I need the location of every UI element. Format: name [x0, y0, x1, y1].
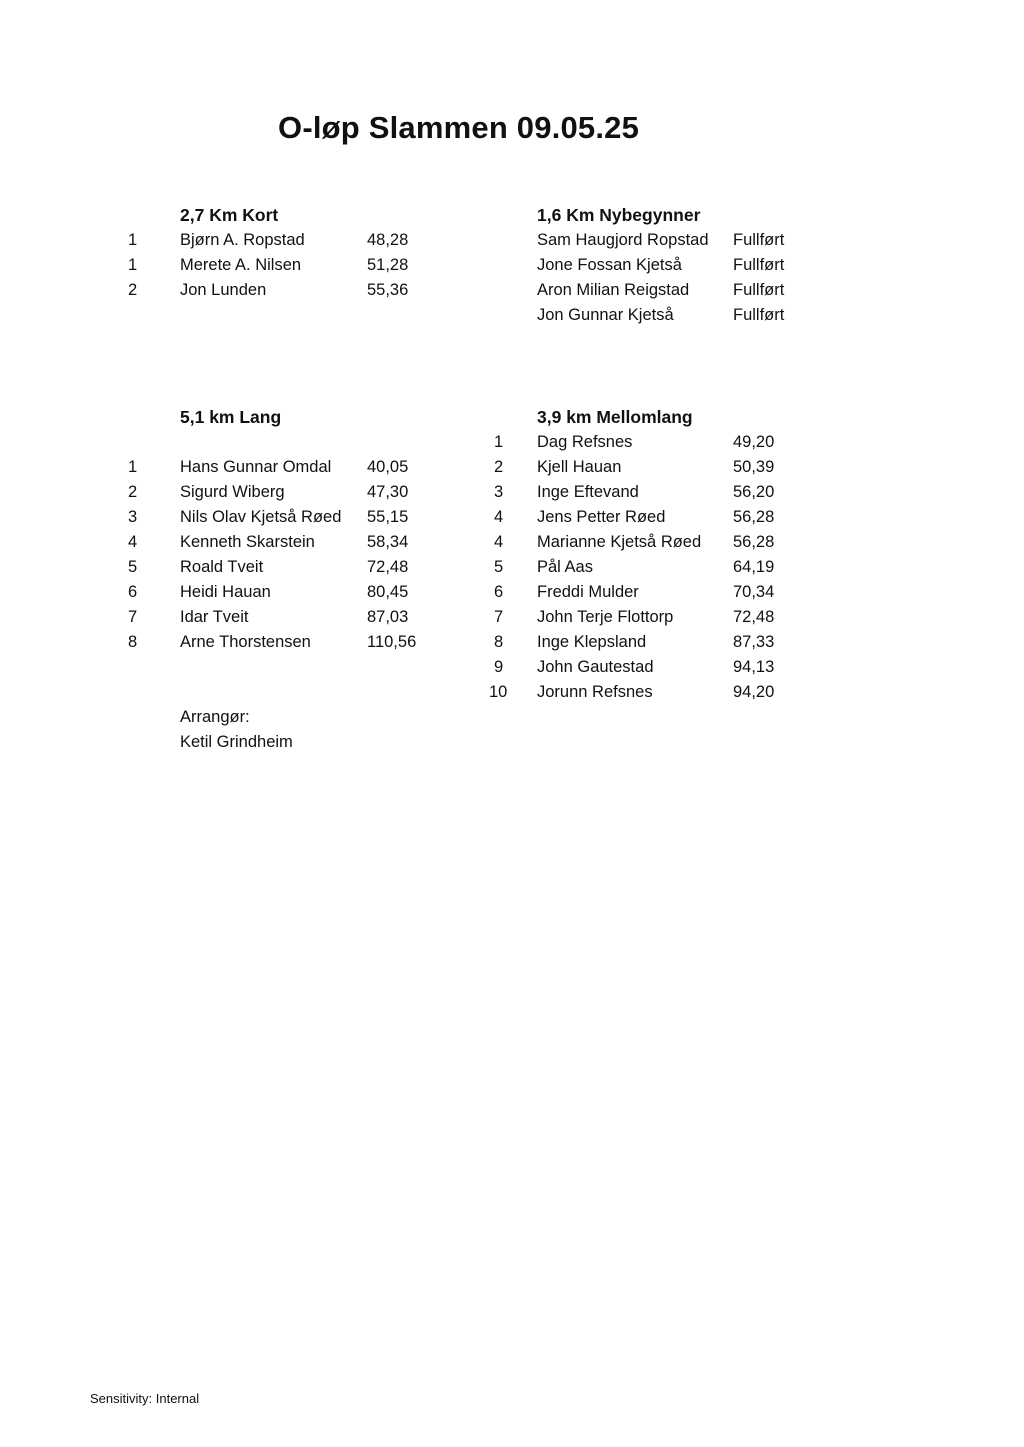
place: 4	[128, 533, 138, 551]
time: 56,20	[733, 483, 775, 501]
time: 56,28	[733, 533, 775, 551]
place: 2	[128, 483, 138, 501]
section-heading-nybegynner: 1,6 Km Nybegynner	[537, 205, 701, 225]
runner-name: Jon Lunden	[180, 281, 267, 299]
section-heading-lang: 5,1 km Lang	[180, 407, 282, 427]
place: 9	[494, 658, 504, 676]
place: 8	[128, 633, 138, 651]
time: 80,45	[367, 583, 409, 601]
time: 55,15	[367, 508, 409, 526]
runner-name: Sigurd Wiberg	[180, 483, 285, 501]
time: 87,33	[733, 633, 775, 651]
runner-name: Inge Eftevand	[537, 483, 639, 501]
table-row	[0, 683, 1000, 708]
time: 94,13	[733, 658, 775, 676]
place: 3	[128, 508, 138, 526]
time: 70,34	[733, 583, 775, 601]
runner-name: Freddi Mulder	[537, 583, 639, 601]
runner-name: John Gautestad	[537, 658, 654, 676]
sensitivity-label: Sensitivity: Internal	[90, 1391, 200, 1406]
runner-name: John Terje Flottorp	[537, 608, 674, 626]
place: 8	[494, 633, 504, 651]
runner-name: Idar Tveit	[180, 608, 249, 626]
table-row	[0, 583, 1000, 608]
runner-name: Jon Gunnar Kjetså	[537, 306, 674, 324]
place: 4	[494, 508, 504, 526]
time: 47,30	[367, 483, 409, 501]
time: 72,48	[733, 608, 775, 626]
runner-name: Aron Milian Reigstad	[537, 281, 690, 299]
runner-name: Arne Thorstensen	[180, 633, 311, 651]
organizer-label: Arrangør:	[180, 708, 250, 726]
runner-name: Bjørn A. Ropstad	[180, 231, 305, 249]
table-row	[0, 533, 1000, 558]
place: 5	[128, 558, 138, 576]
place: 3	[494, 483, 504, 501]
table-row	[0, 633, 1000, 658]
time: 110,56	[367, 633, 417, 651]
organizer-name: Ketil Grindheim	[180, 733, 293, 751]
runner-name: Jone Fossan Kjetså	[537, 256, 682, 274]
time: 58,34	[367, 533, 409, 551]
section-heading-mellomlang: 3,9 km Mellomlang	[537, 407, 693, 427]
place: 2	[494, 458, 504, 476]
time: 55,36	[367, 281, 409, 299]
place: 2	[128, 281, 138, 299]
table-row	[0, 256, 1000, 281]
table-row	[0, 458, 1000, 483]
time: 72,48	[367, 558, 409, 576]
runner-name: Roald Tveit	[180, 558, 264, 576]
time: 50,39	[733, 458, 775, 476]
place: 1	[494, 433, 504, 451]
place: 5	[494, 558, 504, 576]
place: 4	[494, 533, 504, 551]
status: Fullført	[733, 231, 785, 249]
place: 10	[489, 683, 508, 701]
place: 7	[128, 608, 138, 626]
runner-name: Kjell Hauan	[537, 458, 622, 476]
runner-name: Jens Petter Røed	[537, 508, 666, 526]
page-title: O-løp Slammen 09.05.25	[278, 110, 640, 145]
table-row	[0, 433, 1000, 458]
place: 6	[494, 583, 504, 601]
runner-name: Inge Klepsland	[537, 633, 647, 651]
table-row	[0, 306, 1000, 331]
section-heading-kort: 2,7 Km Kort	[180, 205, 279, 225]
time: 51,28	[367, 256, 409, 274]
time: 48,28	[367, 231, 409, 249]
place: 1	[128, 458, 138, 476]
runner-name: Jorunn Refsnes	[537, 683, 653, 701]
status: Fullført	[733, 256, 785, 274]
time: 49,20	[733, 433, 775, 451]
runner-name: Sam Haugjord Ropstad	[537, 231, 709, 249]
time: 64,19	[733, 558, 775, 576]
place: 1	[128, 256, 138, 274]
table-row	[0, 483, 1000, 508]
time: 87,03	[367, 608, 409, 626]
runner-name: Heidi Hauan	[180, 583, 271, 601]
runner-name: Hans Gunnar Omdal	[180, 458, 332, 476]
runner-name: Merete A. Nilsen	[180, 256, 302, 274]
runner-name: Pål Aas	[537, 558, 593, 576]
place: 1	[128, 231, 138, 249]
place: 7	[494, 608, 504, 626]
table-row	[0, 508, 1000, 533]
runner-name: Marianne Kjetså Røed	[537, 533, 702, 551]
runner-name: Dag Refsnes	[537, 433, 633, 451]
status: Fullført	[733, 306, 785, 324]
table-row	[0, 658, 1000, 683]
table-row	[0, 231, 1000, 256]
status: Fullført	[733, 281, 785, 299]
runner-name: Kenneth Skarstein	[180, 533, 315, 551]
time: 56,28	[733, 508, 775, 526]
place: 6	[128, 583, 138, 601]
time: 40,05	[367, 458, 409, 476]
table-row	[0, 281, 1000, 306]
table-row	[0, 558, 1000, 583]
time: 94,20	[733, 683, 775, 701]
table-row	[0, 608, 1000, 633]
runner-name: Nils Olav Kjetså Røed	[180, 508, 342, 526]
